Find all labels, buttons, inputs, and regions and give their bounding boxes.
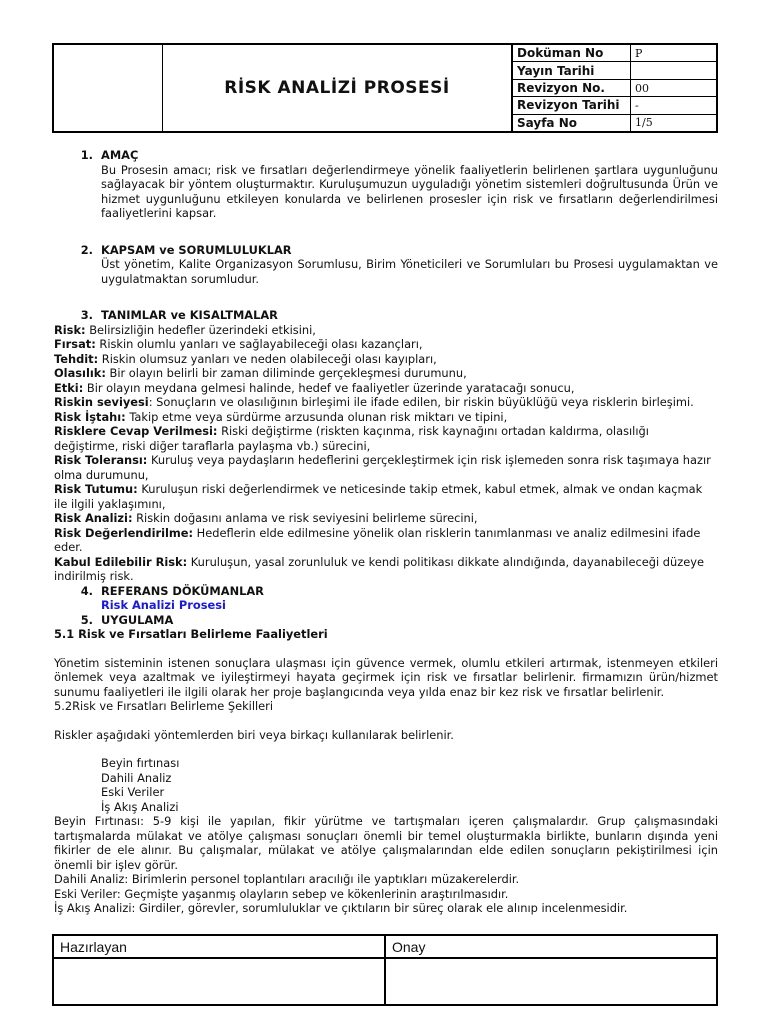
section-title: AMAÇ bbox=[101, 148, 139, 162]
definition-text: Hedeflerin elde edilmesine yönelik olan risklerin tanımlanması ve analiz edilmesini ifade eder. bbox=[54, 525, 701, 554]
meta-row bbox=[513, 62, 716, 79]
meta-row bbox=[513, 80, 716, 97]
definition-item bbox=[54, 555, 718, 584]
definition-text: Riskin olumsuz yanları ve neden olabileceği olası kayıpları, bbox=[98, 351, 437, 366]
methods-list bbox=[101, 756, 718, 814]
section-heading bbox=[54, 613, 718, 628]
meta-row bbox=[513, 97, 716, 114]
purpose-paragraph: Bu Prosesin amacı; risk ve fırsatları değerlendirmeye yönelik faaliyetlerin belirlenen şartlara uygunluğunu sağlayacak bir yöntem oluşturmaktır. Kuruluşumuzun uyguladığı yönetim sistemleri doğrultusunda Ürün ve hizmet uygunluğunu etkileyen konularda ve belirlenen prosesler için risk ve fırsatların değerlendirilmesi faaliyetlerini kapsar. bbox=[101, 162, 718, 220]
definition-text: Takip etme veya sürdürme arzusunda olunan risk miktarı ve tipini, bbox=[125, 409, 508, 424]
definition-term: Riskin seviyesi bbox=[54, 395, 149, 409]
subsection-title: 5.1 Risk ve Fırsatları Belirleme Faaliyetleri bbox=[54, 627, 328, 641]
definition-item bbox=[54, 424, 718, 453]
definition-item bbox=[54, 511, 718, 526]
meta-value: - bbox=[635, 98, 639, 112]
definition-item bbox=[54, 352, 718, 367]
old-data-paragraph: Eski Veriler: Geçmişte yaşanmış olayların sebep ve kökenlerinin araştırılmasıdır. bbox=[54, 886, 509, 901]
meta-table bbox=[513, 45, 716, 131]
prepared-by-column bbox=[54, 936, 386, 1004]
definition-term: Risk Tutumu: bbox=[54, 482, 138, 496]
definition-term: Risk: bbox=[54, 322, 86, 337]
definition-item bbox=[54, 323, 718, 338]
definition-text: Kuruluşun, yasal zorunluluk ve kendi politikası dikkate alındığında, dayanabileceği düzeye indirilmiş risk. bbox=[54, 554, 704, 583]
definition-text: Kuruluş veya paydaşların hedeflerini gerçekleştirmek için risk işlemeden sonra risk taşımaya hazır olma durumunu, bbox=[54, 453, 711, 482]
definition-text: Riskin doğasını anlama ve risk seviyesini belirleme sürecini, bbox=[132, 511, 478, 525]
section-heading bbox=[54, 243, 718, 258]
section-number: 4. bbox=[80, 583, 93, 598]
definition-term: Tehdit: bbox=[54, 351, 99, 366]
approval-label: Onay bbox=[386, 936, 716, 959]
definition-term: Etki: bbox=[54, 380, 84, 395]
reference-link[interactable]: Risk Analizi Prosesi bbox=[101, 598, 226, 612]
section-title: KAPSAM ve SORUMLULUKLAR bbox=[101, 242, 292, 257]
definition-text: Riski değiştirme (riskten kaçınma, risk kaynağını ortadan kaldırma, olasılığı değiştirme, riski diğer taraflarla paylaşma vb.) sürecini, bbox=[54, 424, 649, 453]
method-item: Beyin fırtınası bbox=[101, 756, 180, 770]
meta-key: Yayın Tarihi bbox=[513, 62, 631, 78]
subsection-title: 5.2Risk ve Fırsatları Belirleme Şekilleri bbox=[54, 699, 274, 713]
document-body bbox=[54, 148, 718, 916]
meta-key: Revizyon Tarihi bbox=[513, 97, 631, 113]
definition-item bbox=[54, 482, 718, 511]
definition-term: Kabul Edilebilir Risk: bbox=[54, 554, 188, 569]
section-heading bbox=[54, 148, 718, 163]
meta-key: Revizyon No. bbox=[513, 80, 631, 96]
method-item: Eski Veriler bbox=[101, 785, 165, 799]
definition-text: : Sonuçların ve olasılığının birleşimi ile ifade edilen, bir riskin büyüklüğü veya risklerin birleşimi. bbox=[148, 395, 694, 409]
methods-intro: Riskler aşağıdaki yöntemlerden biri veya birkaçı kullanılarak belirlenir. bbox=[54, 727, 454, 742]
definition-term: Risk Değerlendirilme: bbox=[54, 525, 194, 540]
definition-text: Kuruluşun riski değerlendirmek ve neticesinde takip etmek, kabul etmek, almak ve ondan kaçmak ile ilgili yaklaşımını, bbox=[54, 482, 703, 511]
internal-analysis-paragraph: Dahili Analiz: Birimlerin personel toplantıları aracılığı ile yaptıkları müzakerelerdir. bbox=[54, 872, 520, 886]
definition-term: Risklere Cevap Verilmesi: bbox=[54, 424, 218, 438]
definition-item bbox=[54, 381, 718, 396]
section-heading bbox=[54, 584, 718, 599]
definition-text: Bir olayın meydana gelmesi halinde, hedef ve faaliyetler üzerinde yaratacağı sonucu, bbox=[83, 380, 575, 395]
workflow-analysis-paragraph: İş Akış Analizi: Girdiler, görevler, sorumluluklar ve çıktıların bir süreç olarak ele alınıp incelenmesidir. bbox=[54, 901, 628, 915]
method-item: Dahili Analiz bbox=[101, 770, 172, 785]
logo-cell bbox=[54, 45, 163, 131]
section-number: 5. bbox=[80, 612, 93, 627]
meta-key: Sayfa No bbox=[513, 115, 631, 131]
meta-value: P bbox=[635, 46, 643, 60]
meta-row bbox=[513, 115, 716, 131]
prepared-by-label: Hazırlayan bbox=[54, 936, 384, 959]
section-heading bbox=[54, 308, 718, 323]
definition-item bbox=[54, 395, 718, 410]
definition-text: Bir olayın belirli bir zaman diliminde gerçekleşmesi durumunu, bbox=[105, 366, 467, 380]
definition-item bbox=[54, 453, 718, 482]
meta-value: 00 bbox=[635, 81, 649, 95]
section-title: REFERANS DÖKÜMANLAR bbox=[101, 583, 264, 598]
section-title: TANIMLAR ve KISALTMALAR bbox=[101, 308, 278, 322]
header-table bbox=[52, 43, 718, 133]
document-title: RİSK ANALİZİ PROSESİ bbox=[163, 45, 513, 131]
brainstorm-paragraph: Beyin Fırtınası: 5-9 kişi ile yapılan, fikir yürütme ve tartışmaları içeren çalışmalardır. Grup çalışmasındaki tartışmalarda mülakat ve atölye çalışması sonuçları önemli bir temel oluşturmakla birlikte, bunların dışında yeni fikirler de ele alınır. Bu çalışmalar, mülakat ve atölye çalışmalarından elde edilen sonuçların pekiştirilmesi için önemli bir işlev görür. bbox=[54, 814, 718, 872]
meta-row bbox=[513, 45, 716, 62]
definitions-list bbox=[54, 323, 718, 584]
section-number: 2. bbox=[80, 242, 93, 257]
definition-term: Risk Analizi: bbox=[54, 511, 133, 525]
definition-text: Belirsizliğin hedefler üzerindeki etkisini, bbox=[85, 322, 316, 337]
prepared-by-field bbox=[54, 959, 384, 1004]
definition-term: Olasılık: bbox=[54, 366, 106, 380]
method-item: İş Akış Analizi bbox=[101, 799, 179, 814]
section-number: 3. bbox=[80, 308, 93, 322]
definition-item bbox=[54, 337, 718, 352]
definition-item bbox=[54, 366, 718, 381]
section-number: 1. bbox=[80, 148, 93, 162]
meta-value bbox=[631, 62, 716, 78]
scope-paragraph: Üst yönetim, Kalite Organizasyon Sorumlusu, Birim Yöneticileri ve Sorumluları bu Prosesi uygulamaktan ve uygulatmaktan sorumludur. bbox=[101, 257, 718, 286]
definition-item bbox=[54, 526, 718, 555]
definition-term: Risk İştahı: bbox=[54, 409, 126, 424]
application-paragraph: Yönetim sisteminin istenen sonuçlara ulaşması için güvence vermek, olumlu etkileri artırmak, istenmeyen etkileri önlemek veya azaltmak ve iyileştirmeyi hayata geçirmek için risk ve fırsatlar belirlenir. firmamızın ürün/hizmet sunumu faaliyetleri ile ilgili olarak her proje başlangıcında veya yılda enaz bir kez risk ve fırsatlar belirlenir. bbox=[54, 655, 718, 699]
section-title: UYGULAMA bbox=[101, 612, 174, 627]
definition-term: Risk Toleransı: bbox=[54, 453, 148, 467]
definition-item bbox=[54, 410, 718, 425]
meta-value: 1/5 bbox=[635, 116, 653, 130]
signature-table bbox=[52, 934, 718, 1006]
definition-term: Fırsat: bbox=[54, 337, 96, 351]
meta-key: Doküman No bbox=[513, 45, 631, 61]
definition-text: Riskin olumlu yanları ve sağlayabileceği olası kazançları, bbox=[95, 337, 423, 351]
approval-field bbox=[386, 959, 716, 1004]
approval-column bbox=[386, 936, 716, 1004]
